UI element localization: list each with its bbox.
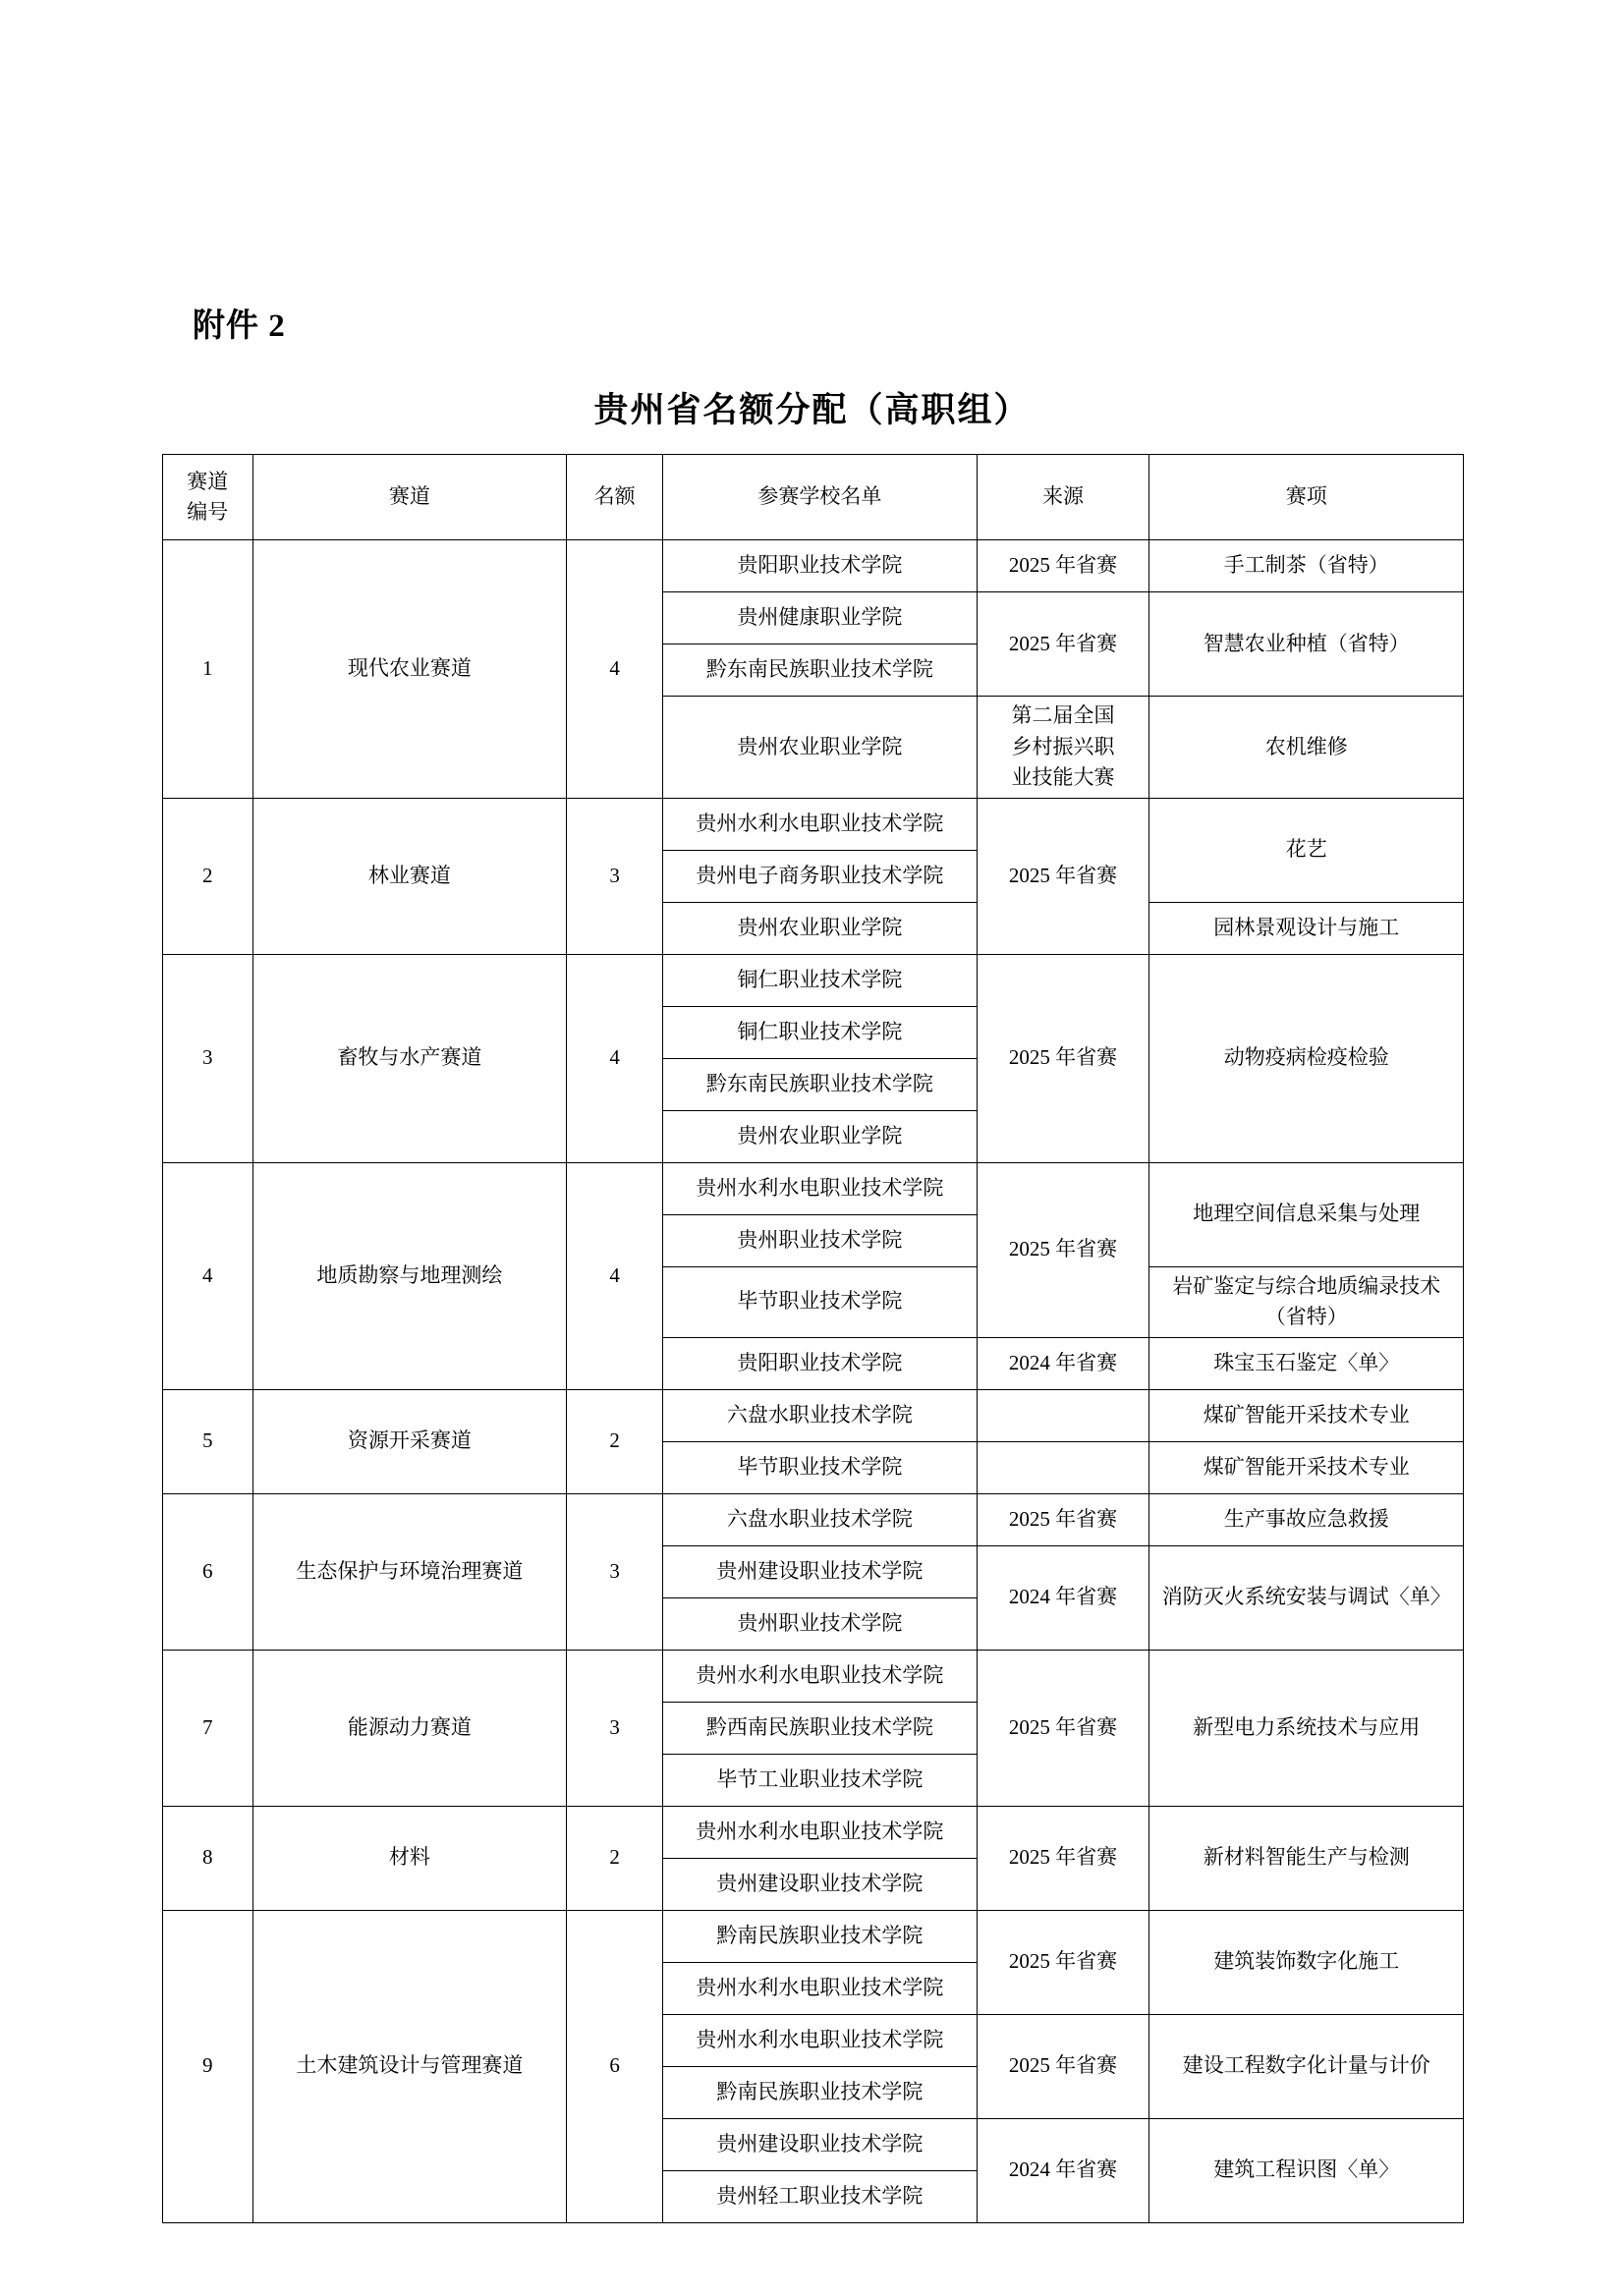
cell-school-name: 贵州职业技术学院 <box>663 1214 978 1266</box>
cell-event-line: （省特） <box>1264 1305 1348 1328</box>
cell-source: 2025 年省赛 <box>977 798 1149 954</box>
cell-track-quota: 3 <box>567 798 663 954</box>
cell-track-no: 1 <box>163 540 253 799</box>
cell-source: 2025 年省赛 <box>977 2014 1149 2118</box>
cell-school-name: 铜仁职业技术学院 <box>663 954 978 1006</box>
cell-school-name: 黔南民族职业技术学院 <box>663 2066 978 2118</box>
cell-source <box>977 697 1149 799</box>
cell-event: 新型电力系统技术与应用 <box>1149 1650 1464 1806</box>
cell-source-line: 业技能大赛 <box>1011 765 1115 789</box>
cell-event: 建设工程数字化计量与计价 <box>1149 2014 1464 2118</box>
table-row <box>163 1650 1464 1702</box>
cell-source: 2025 年省赛 <box>977 954 1149 1162</box>
cell-school-name: 贵阳职业技术学院 <box>663 540 978 592</box>
table-row <box>163 1806 1464 1858</box>
cell-school-name: 贵州水利水电职业技术学院 <box>663 1162 978 1214</box>
cell-track-no: 2 <box>163 798 253 954</box>
cell-event: 手工制茶（省特） <box>1149 540 1464 592</box>
cell-event: 建筑装饰数字化施工 <box>1149 1910 1464 2014</box>
cell-event: 新材料智能生产与检测 <box>1149 1806 1464 1910</box>
cell-source: 2025 年省赛 <box>977 592 1149 697</box>
cell-school-name: 贵州水利水电职业技术学院 <box>663 1650 978 1702</box>
column-header-quota: 名额 <box>567 455 663 540</box>
cell-school-name: 黔西南民族职业技术学院 <box>663 1702 978 1754</box>
cell-track-name: 生态保护与环境治理赛道 <box>252 1493 567 1650</box>
cell-school-name: 毕节职业技术学院 <box>663 1266 978 1337</box>
table-row <box>163 540 1464 592</box>
cell-track-name: 土木建筑设计与管理赛道 <box>252 1910 567 2222</box>
cell-track-no: 3 <box>163 954 253 1162</box>
cell-event: 地理空间信息采集与处理 <box>1149 1162 1464 1266</box>
cell-source: 2024 年省赛 <box>977 1337 1149 1389</box>
cell-track-quota: 4 <box>567 954 663 1162</box>
cell-source <box>977 1441 1149 1493</box>
cell-source: 2025 年省赛 <box>977 1806 1149 1910</box>
column-header-schools: 参赛学校名单 <box>663 455 978 540</box>
cell-school-name: 贵州轻工职业技术学院 <box>663 2170 978 2222</box>
cell-school-name: 贵州水利水电职业技术学院 <box>663 2014 978 2066</box>
cell-event: 煤矿智能开采技术专业 <box>1149 1441 1464 1493</box>
cell-school-name: 铜仁职业技术学院 <box>663 1006 978 1058</box>
cell-event: 建筑工程识图〈单〉 <box>1149 2118 1464 2222</box>
table-header-row <box>163 455 1464 540</box>
cell-school-name: 贵州建设职业技术学院 <box>663 1858 978 1910</box>
cell-source: 2025 年省赛 <box>977 1493 1149 1545</box>
column-header-source: 来源 <box>977 455 1149 540</box>
page-title: 贵州省名额分配（高职组） <box>593 391 1031 429</box>
cell-source: 2024 年省赛 <box>977 2118 1149 2222</box>
cell-school-name: 六盘水职业技术学院 <box>663 1493 978 1545</box>
cell-track-no: 5 <box>163 1389 253 1493</box>
cell-track-quota: 3 <box>567 1493 663 1650</box>
cell-school-name: 黔东南民族职业技术学院 <box>663 644 978 697</box>
cell-track-name: 能源动力赛道 <box>252 1650 567 1806</box>
cell-event: 生产事故应急救援 <box>1149 1493 1464 1545</box>
cell-track-no: 7 <box>163 1650 253 1806</box>
cell-track-no: 6 <box>163 1493 253 1650</box>
cell-track-quota: 2 <box>567 1806 663 1910</box>
cell-event-line: 岩矿鉴定与综合地质编录技术 <box>1172 1273 1441 1298</box>
table-row <box>163 1389 1464 1441</box>
cell-track-quota: 6 <box>567 1910 663 2222</box>
cell-track-name: 林业赛道 <box>252 798 567 954</box>
cell-track-name: 现代农业赛道 <box>252 540 567 799</box>
cell-event: 动物疫病检疫检验 <box>1149 954 1464 1162</box>
column-header-no-line2: 编号 <box>187 500 229 524</box>
cell-track-quota: 4 <box>567 1162 663 1389</box>
cell-school-name: 六盘水职业技术学院 <box>663 1389 978 1441</box>
cell-school-name: 黔东南民族职业技术学院 <box>663 1058 978 1110</box>
cell-event: 消防灭火系统安装与调试〈单〉 <box>1149 1545 1464 1650</box>
cell-school-name: 贵州职业技术学院 <box>663 1597 978 1650</box>
attachment-label: 附件 2 <box>193 308 286 344</box>
cell-school-name: 贵州电子商务职业技术学院 <box>663 850 978 902</box>
cell-event: 珠宝玉石鉴定〈单〉 <box>1149 1337 1464 1389</box>
cell-event: 园林景观设计与施工 <box>1149 902 1464 954</box>
cell-track-no: 4 <box>163 1162 253 1389</box>
table-row <box>163 1162 1464 1214</box>
column-header-event: 赛项 <box>1149 455 1464 540</box>
cell-source-line: 乡村振兴职 <box>1011 734 1115 758</box>
cell-source: 2025 年省赛 <box>977 1910 1149 2014</box>
cell-school-name: 毕节工业职业技术学院 <box>663 1754 978 1806</box>
cell-school-name: 贵州健康职业学院 <box>663 592 978 644</box>
cell-track-no: 9 <box>163 1910 253 2222</box>
cell-school-name: 贵州水利水电职业技术学院 <box>663 798 978 850</box>
table-header <box>163 455 1464 540</box>
table-row <box>163 954 1464 1006</box>
cell-track-name: 材料 <box>252 1806 567 1910</box>
column-header-no <box>163 455 253 540</box>
cell-school-name: 贵州建设职业技术学院 <box>663 1545 978 1597</box>
cell-event: 农机维修 <box>1149 697 1464 799</box>
table-row <box>163 1493 1464 1545</box>
allocation-table <box>162 454 1464 2223</box>
cell-source-line: 第二届全国 <box>1011 703 1115 727</box>
cell-event <box>1149 1266 1464 1337</box>
cell-track-quota: 2 <box>567 1389 663 1493</box>
cell-source: 2025 年省赛 <box>977 1650 1149 1806</box>
cell-track-no: 8 <box>163 1806 253 1910</box>
cell-school-name: 毕节职业技术学院 <box>663 1441 978 1493</box>
cell-school-name: 贵州水利水电职业技术学院 <box>663 1806 978 1858</box>
cell-school-name: 贵阳职业技术学院 <box>663 1337 978 1389</box>
cell-school-name: 贵州农业职业学院 <box>663 697 978 799</box>
cell-school-name: 贵州建设职业技术学院 <box>663 2118 978 2170</box>
allocation-table-wrapper <box>162 454 1464 2223</box>
cell-track-quota: 4 <box>567 540 663 799</box>
table-body <box>163 540 1464 2223</box>
cell-school-name: 贵州农业职业学院 <box>663 902 978 954</box>
cell-event: 智慧农业种植（省特） <box>1149 592 1464 697</box>
cell-track-name: 畜牧与水产赛道 <box>252 954 567 1162</box>
cell-track-quota: 3 <box>567 1650 663 1806</box>
cell-source: 2024 年省赛 <box>977 1545 1149 1650</box>
cell-source: 2025 年省赛 <box>977 540 1149 592</box>
column-header-no-line1: 赛道 <box>187 469 229 493</box>
column-header-track: 赛道 <box>252 455 567 540</box>
table-row <box>163 798 1464 850</box>
cell-source: 2025 年省赛 <box>977 1162 1149 1337</box>
cell-school-name: 黔南民族职业技术学院 <box>663 1910 978 1962</box>
cell-school-name: 贵州水利水电职业技术学院 <box>663 1962 978 2014</box>
cell-school-name: 贵州农业职业学院 <box>663 1110 978 1162</box>
table-row <box>163 1910 1464 1962</box>
cell-track-name: 地质勘察与地理测绘 <box>252 1162 567 1389</box>
cell-event: 花艺 <box>1149 798 1464 902</box>
cell-track-name: 资源开采赛道 <box>252 1389 567 1493</box>
cell-event: 煤矿智能开采技术专业 <box>1149 1389 1464 1441</box>
cell-source <box>977 1389 1149 1441</box>
